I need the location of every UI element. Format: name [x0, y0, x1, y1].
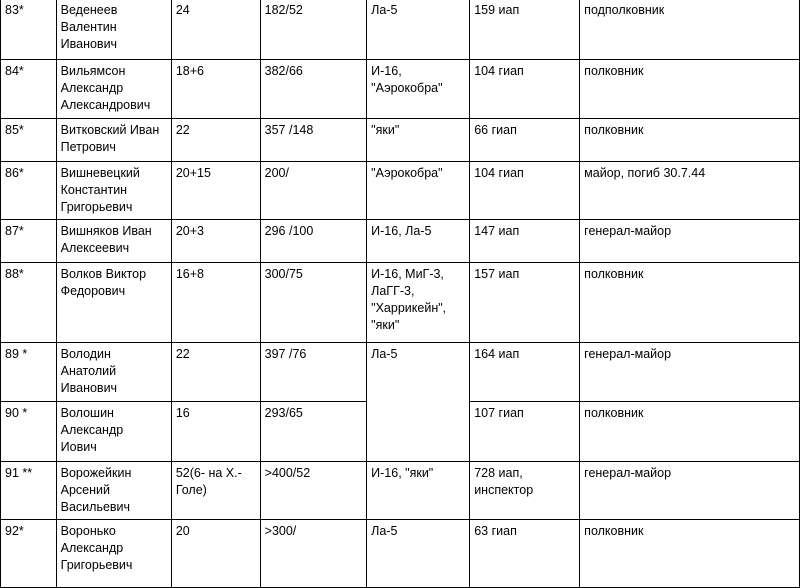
rank: генерал-майор	[580, 220, 800, 263]
rank: генерал-майор	[580, 462, 800, 520]
sorties-battles: >400/52	[260, 462, 367, 520]
row-number: 83*	[1, 0, 57, 60]
rank: подполковник	[580, 0, 800, 60]
row-number: 88*	[1, 263, 57, 343]
table-row	[1, 263, 800, 343]
regiment: 63 гиап	[470, 520, 580, 588]
pilot-name: Волошин Александр Иович	[56, 402, 171, 462]
regiment: 164 иап	[470, 343, 580, 402]
row-number: 86*	[1, 162, 57, 220]
table-row	[1, 220, 800, 263]
row-number: 89 *	[1, 343, 57, 402]
regiment: 66 гиап	[470, 119, 580, 162]
regiment: 107 гиап	[470, 402, 580, 462]
sorties-battles: 296 /100	[260, 220, 367, 263]
victories: 20+3	[171, 220, 260, 263]
rank: полковник	[580, 263, 800, 343]
aircraft: Ла-5	[367, 343, 470, 462]
aircraft: И-16, "Аэрокобра"	[367, 60, 470, 119]
regiment: 728 иап, инспектор	[470, 462, 580, 520]
sorties-battles: 293/65	[260, 402, 367, 462]
table-row	[1, 343, 800, 402]
rank: полковник	[580, 60, 800, 119]
victories: 18+6	[171, 60, 260, 119]
table-row	[1, 60, 800, 119]
row-number: 90 *	[1, 402, 57, 462]
sorties-battles: 357 /148	[260, 119, 367, 162]
table-row	[1, 520, 800, 588]
pilot-name: Вильямсон Александр Александрович	[56, 60, 171, 119]
row-number: 87*	[1, 220, 57, 263]
regiment: 104 гиап	[470, 60, 580, 119]
aircraft: "Аэрокобра"	[367, 162, 470, 220]
sorties-battles: 182/52	[260, 0, 367, 60]
victories: 22	[171, 343, 260, 402]
table-row	[1, 162, 800, 220]
pilot-name: Воронько Александр Григорьевич	[56, 520, 171, 588]
pilot-name: Веденеев Валентин Иванович	[56, 0, 171, 60]
aircraft: И-16, Ла-5	[367, 220, 470, 263]
rank: генерал-майор	[580, 343, 800, 402]
victories: 20	[171, 520, 260, 588]
pilot-name: Вишневецкий Константин Григорьевич	[56, 162, 171, 220]
row-number: 84*	[1, 60, 57, 119]
aircraft: И-16, "яки"	[367, 462, 470, 520]
table-row	[1, 0, 800, 60]
row-number: 85*	[1, 119, 57, 162]
aircraft: Ла-5	[367, 520, 470, 588]
sorties-battles: 200/	[260, 162, 367, 220]
rank: полковник	[580, 402, 800, 462]
sorties-battles: 382/66	[260, 60, 367, 119]
aircraft: "яки"	[367, 119, 470, 162]
pilot-name: Ворожейкин Арсений Васильевич	[56, 462, 171, 520]
rank: полковник	[580, 119, 800, 162]
table-row	[1, 462, 800, 520]
table-row	[1, 119, 800, 162]
pilot-name: Вишняков Иван Алексеевич	[56, 220, 171, 263]
victories: 16+8	[171, 263, 260, 343]
sorties-battles: 300/75	[260, 263, 367, 343]
pilot-name: Волков Виктор Федорович	[56, 263, 171, 343]
victories: 24	[171, 0, 260, 60]
rank: полковник	[580, 520, 800, 588]
victories: 22	[171, 119, 260, 162]
victories: 52(6- на Х.- Голе)	[171, 462, 260, 520]
pilot-name: Витковский Иван Петрович	[56, 119, 171, 162]
sorties-battles: 397 /76	[260, 343, 367, 402]
row-number: 91 **	[1, 462, 57, 520]
pilot-name: Володин Анатолий Иванович	[56, 343, 171, 402]
regiment: 157 иап	[470, 263, 580, 343]
sorties-battles: >300/	[260, 520, 367, 588]
regiment: 159 иап	[470, 0, 580, 60]
aircraft: Ла-5	[367, 0, 470, 60]
aircraft: И-16, МиГ-3, ЛаГГ-3, "Харрикейн", "яки"	[367, 263, 470, 343]
row-number: 92*	[1, 520, 57, 588]
victories: 20+15	[171, 162, 260, 220]
victories: 16	[171, 402, 260, 462]
regiment: 147 иап	[470, 220, 580, 263]
regiment: 104 гиап	[470, 162, 580, 220]
rank: майор, погиб 30.7.44	[580, 162, 800, 220]
